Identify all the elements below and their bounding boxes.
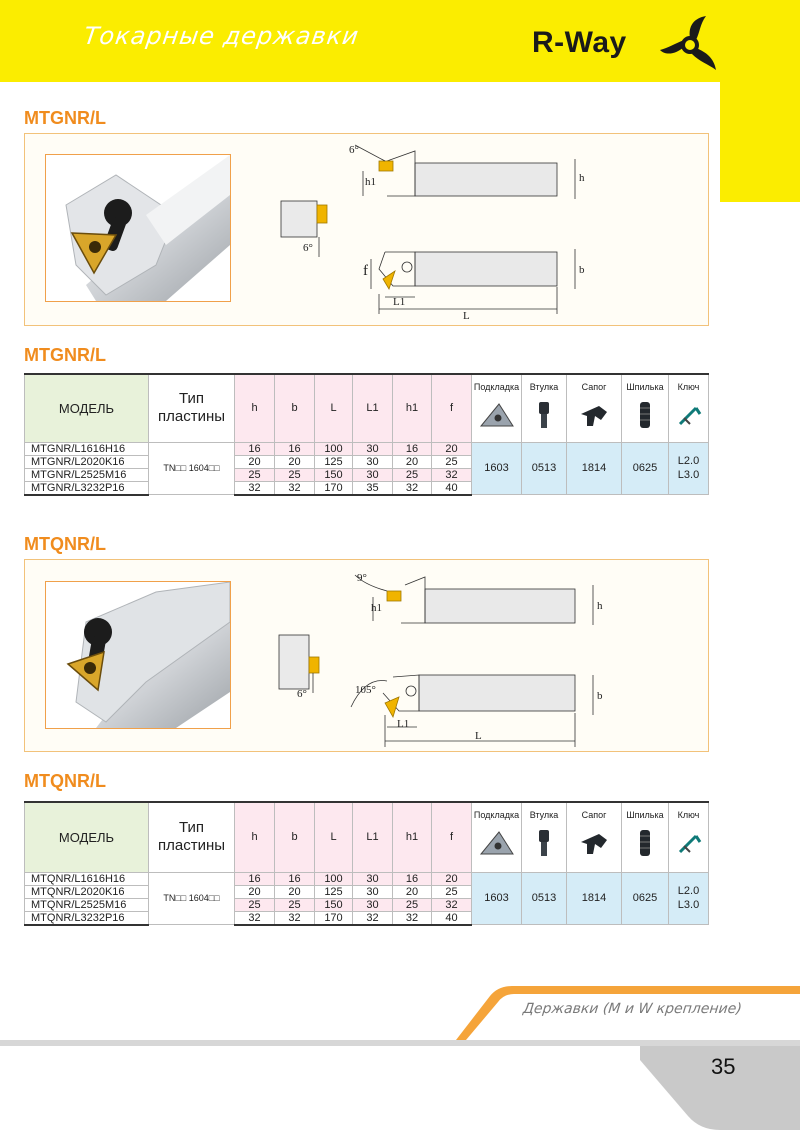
logo-swirl-icon (658, 14, 722, 76)
section-1-table-title: MTGNR/L (24, 345, 106, 365)
shim-value: 1603 (472, 872, 522, 925)
dim-header-b: b (275, 802, 315, 872)
key-value-line1: L2.0 (677, 885, 700, 898)
label-angle-bottom: 6° (297, 688, 307, 700)
pin-value: 0625 (622, 872, 669, 925)
label-angle-top: 9° (357, 572, 367, 584)
cell-L1: 30 (353, 872, 393, 885)
cell-L1: 35 (353, 481, 393, 495)
footer-caption: Державки (M и W крепление) (522, 1001, 743, 1017)
shim-header (472, 374, 522, 442)
cell-L1: 32 (353, 911, 393, 925)
clamp-icon (579, 830, 609, 856)
dim-header-L: L (315, 374, 353, 442)
cell-L1: 30 (353, 442, 393, 455)
label-angle-main: 105° (355, 684, 376, 696)
cell-h1: 32 (393, 911, 432, 925)
pin-header-label: Шпилька (626, 810, 664, 820)
key-header (669, 802, 709, 872)
table-row-model: MTGNR/L1616H16 (25, 442, 149, 455)
cell-h: 20 (235, 455, 275, 468)
cell-f: 25 (432, 455, 472, 468)
table-row-model: MTGNR/L2020K16 (25, 455, 149, 468)
cell-h1: 25 (393, 898, 432, 911)
sleeve-icon (536, 400, 552, 430)
footer-decoration (0, 960, 800, 1130)
cell-f: 40 (432, 911, 472, 925)
shim-icon (479, 830, 515, 856)
cell-h: 32 (235, 481, 275, 495)
sleeve-header (522, 802, 567, 872)
key-value (669, 442, 709, 495)
label-h1: h1 (365, 176, 376, 188)
sleeve-header (522, 374, 567, 442)
insert-type-value: TN□□ 1604□□ (149, 872, 235, 925)
header-title: Токарные державки (82, 22, 361, 50)
cell-L: 125 (315, 885, 353, 898)
brand-logo (518, 12, 728, 78)
cell-h: 16 (235, 872, 275, 885)
label-L1: L1 (393, 296, 406, 308)
key-value-line2: L3.0 (677, 469, 700, 482)
cell-h: 25 (235, 898, 275, 911)
clamp-header (567, 802, 622, 872)
key-header-label: Ключ (677, 382, 700, 392)
logo-text: R-Way (532, 26, 627, 59)
cell-L: 170 (315, 911, 353, 925)
sleeve-header-label: Втулка (529, 810, 559, 820)
dim-header-h: h (235, 802, 275, 872)
cell-L1: 30 (353, 468, 393, 481)
cell-b: 16 (275, 442, 315, 455)
shim-header-label: Подкладка (473, 810, 520, 820)
section-1-spec-table (24, 373, 709, 496)
clamp-header (567, 374, 622, 442)
dim-header-h: h (235, 374, 275, 442)
key-value-line2: L3.0 (677, 899, 700, 912)
page-number: 35 (711, 1054, 736, 1079)
dim-header-L1: L1 (353, 802, 393, 872)
label-h: h (597, 600, 603, 612)
section-2-tool-photo (45, 581, 231, 729)
insert-type-header-line2: пластины (157, 408, 226, 426)
cell-b: 32 (275, 481, 315, 495)
sleeve-header-label: Втулка (529, 382, 559, 392)
cell-f: 20 (432, 442, 472, 455)
cell-L1: 30 (353, 455, 393, 468)
table-row-model: MTQNR/L1616H16 (25, 872, 149, 885)
cell-f: 25 (432, 885, 472, 898)
cell-b: 25 (275, 898, 315, 911)
table-row-model: MTQNR/L3232P16 (25, 911, 149, 925)
label-b: b (579, 264, 585, 276)
shim-header-label: Подкладка (473, 382, 520, 392)
label-angle-top: 6° (349, 144, 359, 156)
section-2-spec-table (24, 801, 709, 926)
label-b: b (597, 690, 603, 702)
cell-h1: 20 (393, 455, 432, 468)
key-value (669, 872, 709, 925)
dim-header-b: b (275, 374, 315, 442)
section-1-drawing-title: MTGNR/L (24, 108, 106, 128)
cell-f: 32 (432, 468, 472, 481)
cell-h: 25 (235, 468, 275, 481)
clamp-icon (579, 402, 609, 428)
shim-value: 1603 (472, 442, 522, 495)
dim-header-f: f (432, 802, 472, 872)
table-row-model: MTGNR/L2525M16 (25, 468, 149, 481)
insert-type-header-line1: Тип (178, 390, 204, 408)
shim-icon (479, 402, 515, 428)
label-L: L (475, 730, 482, 742)
sleeve-value: 0513 (522, 872, 567, 925)
pin-value: 0625 (622, 442, 669, 495)
label-f: f (363, 263, 368, 279)
pin-header (622, 374, 669, 442)
key-value-line1: L2.0 (677, 455, 700, 468)
cell-L: 100 (315, 442, 353, 455)
cell-b: 16 (275, 872, 315, 885)
table-row-model: MTQNR/L2020K16 (25, 885, 149, 898)
cell-L: 150 (315, 468, 353, 481)
pin-header (622, 802, 669, 872)
dim-header-f: f (432, 374, 472, 442)
cell-L: 100 (315, 872, 353, 885)
insert-type-header (149, 802, 235, 872)
key-icon (676, 830, 702, 856)
cell-L: 150 (315, 898, 353, 911)
label-h1: h1 (371, 602, 382, 614)
dim-header-h1: h1 (393, 374, 432, 442)
cell-h1: 16 (393, 872, 432, 885)
clamp-value: 1814 (567, 442, 622, 495)
toolholder-photo-icon (46, 582, 230, 728)
label-L: L (463, 310, 470, 322)
table-row-model: MTQNR/L2525M16 (25, 898, 149, 911)
cell-h: 20 (235, 885, 275, 898)
model-header: МОДЕЛЬ (25, 374, 149, 442)
sleeve-icon (536, 828, 552, 858)
cell-L: 170 (315, 481, 353, 495)
key-header (669, 374, 709, 442)
pin-header-label: Шпилька (626, 382, 664, 392)
model-header: МОДЕЛЬ (25, 802, 149, 872)
sleeve-value: 0513 (522, 442, 567, 495)
section-1-drawing-panel (24, 133, 709, 326)
section-1-technical-drawing (275, 139, 595, 324)
pin-icon (638, 400, 652, 430)
section-2-drawing-title: MTQNR/L (24, 534, 106, 554)
clamp-header-label: Сапог (581, 382, 607, 392)
toolholder-photo-icon (46, 155, 230, 301)
shim-header (472, 802, 522, 872)
cell-f: 20 (432, 872, 472, 885)
section-2-technical-drawing (275, 565, 605, 750)
label-angle-bottom: 6° (303, 242, 313, 254)
clamp-header-label: Сапог (581, 810, 607, 820)
insert-type-header-line1: Тип (178, 819, 204, 837)
cell-h1: 25 (393, 468, 432, 481)
cell-b: 32 (275, 911, 315, 925)
cell-b: 20 (275, 455, 315, 468)
dim-header-L: L (315, 802, 353, 872)
section-1-tool-photo (45, 154, 231, 302)
cell-L: 125 (315, 455, 353, 468)
insert-type-header-line2: пластины (157, 837, 226, 855)
cell-h1: 32 (393, 481, 432, 495)
cell-f: 40 (432, 481, 472, 495)
clamp-value: 1814 (567, 872, 622, 925)
cell-b: 25 (275, 468, 315, 481)
cell-L1: 30 (353, 898, 393, 911)
cell-h: 16 (235, 442, 275, 455)
cell-h1: 20 (393, 885, 432, 898)
cell-h1: 16 (393, 442, 432, 455)
cell-h: 32 (235, 911, 275, 925)
section-2-table-title: MTQNR/L (24, 771, 106, 791)
key-header-label: Ключ (677, 810, 700, 820)
section-2-drawing-panel (24, 559, 709, 752)
dim-header-L1: L1 (353, 374, 393, 442)
dim-header-h1: h1 (393, 802, 432, 872)
table-row-model: MTGNR/L3232P16 (25, 481, 149, 495)
cell-b: 20 (275, 885, 315, 898)
cell-f: 32 (432, 898, 472, 911)
pin-icon (638, 828, 652, 858)
label-L1: L1 (397, 718, 410, 730)
key-icon (676, 402, 702, 428)
insert-type-value: TN□□ 1604□□ (149, 442, 235, 495)
insert-type-header (149, 374, 235, 442)
side-band (720, 82, 800, 202)
cell-L1: 30 (353, 885, 393, 898)
label-h: h (579, 172, 585, 184)
